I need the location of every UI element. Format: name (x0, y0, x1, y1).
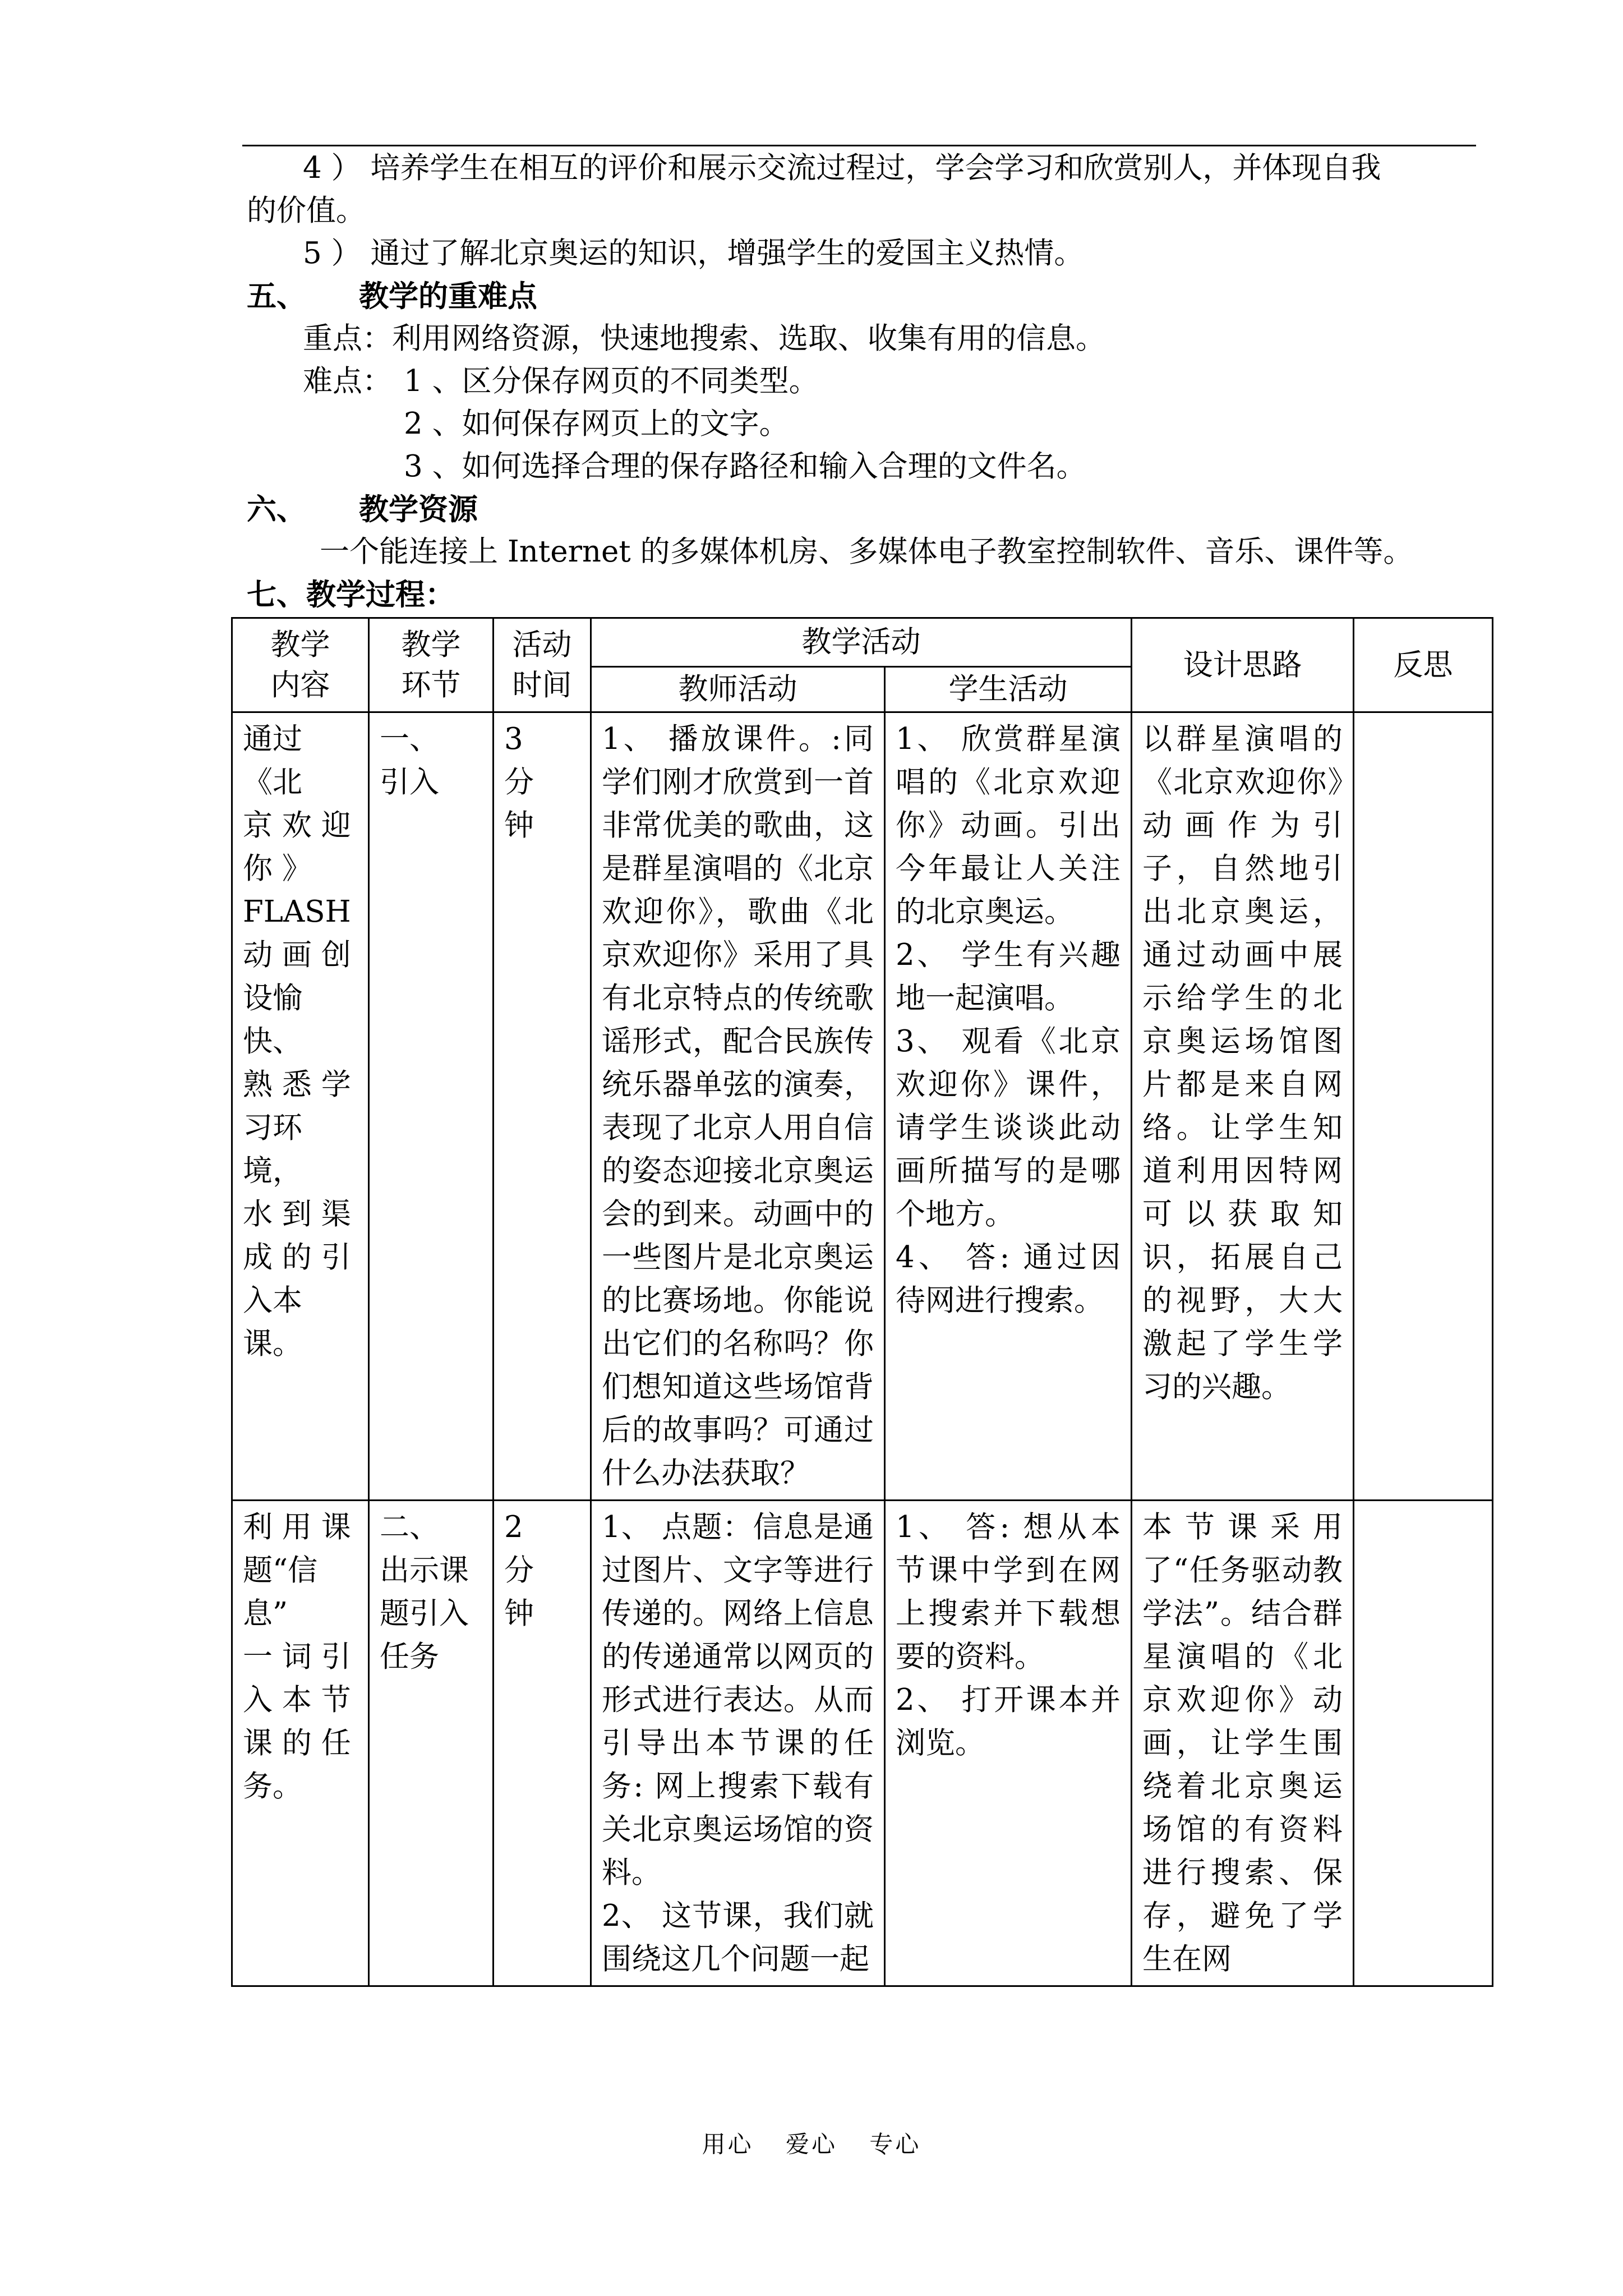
section-7-title: 七、教学过程： (247, 577, 455, 612)
section-5-number: 五、 (247, 279, 306, 314)
objective-4-line2: 的价值。 (247, 194, 366, 228)
row-student-activity-cell: 1、 答: 想从本节课中学到在网上搜索并下载想要的资料。 2、 打开课本并浏览。 (885, 1501, 1132, 1986)
row-time-cell: 2 分 钟 (494, 1501, 591, 1986)
difficulty-label: 难点： (303, 364, 392, 398)
header-activity-time: 活动 时间 (494, 618, 591, 712)
section-6-number: 六、 (247, 492, 306, 527)
row-stage-cell: 二、 出示课 题引入 任务 (369, 1501, 494, 1986)
table-row (232, 712, 1493, 1501)
key-point: 重点：利用网络资源，快速地搜索、选取、收集有用的信息。 (303, 321, 1105, 356)
difficulty-1: 1 、区分保存网页的不同类型。 (404, 364, 819, 398)
row-design-idea-cell: 以群星演唱的《北京欢迎你》动画作为引子，自然地引出北京奥运，通过动画中展示给学生的北京奥运场馆图片都是来自网络。让学生知道利用因特网可以获取知识，拓展自己的视野，大大激起了学生学习的兴趣。 (1132, 712, 1354, 1501)
row-reflection-cell (1354, 712, 1493, 1501)
row-teacher-activity-cell: 1、 点题：信息是通过图片、文字等进行传递的。网络上信息的传递通常以网页的形式进行表达。从而引导出本节课的任务: 网上搜索下载有关北京奥运场馆的资料。 2、 这节课，我们就围绕这几个问题一起 (591, 1501, 885, 1986)
header-teaching-stage: 教学 环节 (369, 618, 494, 712)
header-design-idea: 设计思路 (1132, 618, 1354, 712)
row-student-activity-cell: 1、 欣赏群星演唱的《北京欢迎你》动画。引出今年最让人关注的北京奥运。 2、 学生有兴趣地一起演唱。 3、 观看《北京欢迎你》课件，请学生谈谈此动画所描写的是哪个地方。 4、 答: 通过因待网进行搜索。 (885, 712, 1132, 1501)
table-header-row (232, 618, 1493, 667)
row-time-cell: 3 分 钟 (494, 712, 591, 1501)
objective-4-line1: 4 ） 培养学生在相互的评价和展示交流过程过，学会学习和欣赏别人，并体现自我 (303, 151, 1381, 185)
section-6-title: 教学资源 (359, 492, 478, 527)
header-teacher-activity: 教师活动 (591, 667, 885, 712)
row-content-cell: 通过《北 京 欢 迎 你 》 FLASH 动 画 创 设愉快、 熟 悉 学 习环境， 水 到 渠 成 的 引 入本课。 (232, 712, 369, 1501)
page-footer: 用心 爱心 专心 (702, 2131, 921, 2158)
resources-text: 一个能连接上 Internet 的多媒体机房、多媒体电子教室控制软件、音乐、课件等。 (320, 535, 1413, 569)
row-teacher-activity-cell: 1、 播放课件。:同学们刚才欣赏到一首非常优美的歌曲，这是群星演唱的《北京欢迎你》，歌曲《北京欢迎你》采用了具有北京特点的传统歌谣形式，配合民族传统乐器单弦的演奏，表现了北京人用自信的姿态迎接北京奥运会的到来。动画中的一些图片是北京奥运的比赛场地。你能说出它们的名称吗？你们想知道这些场馆背后的故事吗？可通过什么办法获取？ (591, 712, 885, 1501)
table-row (232, 1501, 1493, 1986)
row-design-idea-cell: 本节课采用了“任务驱动教学法”。结合群星演唱的《北京欢迎你》动画，让学生围绕着北京奥运场馆的有资料进行搜索、保存，避免了学生在网 (1132, 1501, 1354, 1986)
difficulty-2: 2 、如何保存网页上的文字。 (404, 407, 789, 441)
objective-5: 5 ） 通过了解北京奥运的知识，增强学生的爱国主义热情。 (303, 236, 1084, 270)
header-reflection: 反思 (1354, 618, 1493, 712)
header-rule (242, 145, 1476, 146)
section-5-title: 教学的重难点 (359, 279, 537, 314)
lesson-process-table (231, 617, 1493, 1987)
header-teaching-activity: 教学活动 (591, 618, 1132, 667)
row-reflection-cell (1354, 1501, 1493, 1986)
row-content-cell: 利 用 课 题“信息” 一 词 引 入 本 节 课 的 任 务。 (232, 1501, 369, 1986)
header-teaching-content: 教学 内容 (232, 618, 369, 712)
row-stage-cell: 一、 引入 (369, 712, 494, 1501)
difficulty-3: 3 、如何选择合理的保存路径和输入合理的文件名。 (404, 449, 1086, 484)
header-student-activity: 学生活动 (885, 667, 1132, 712)
